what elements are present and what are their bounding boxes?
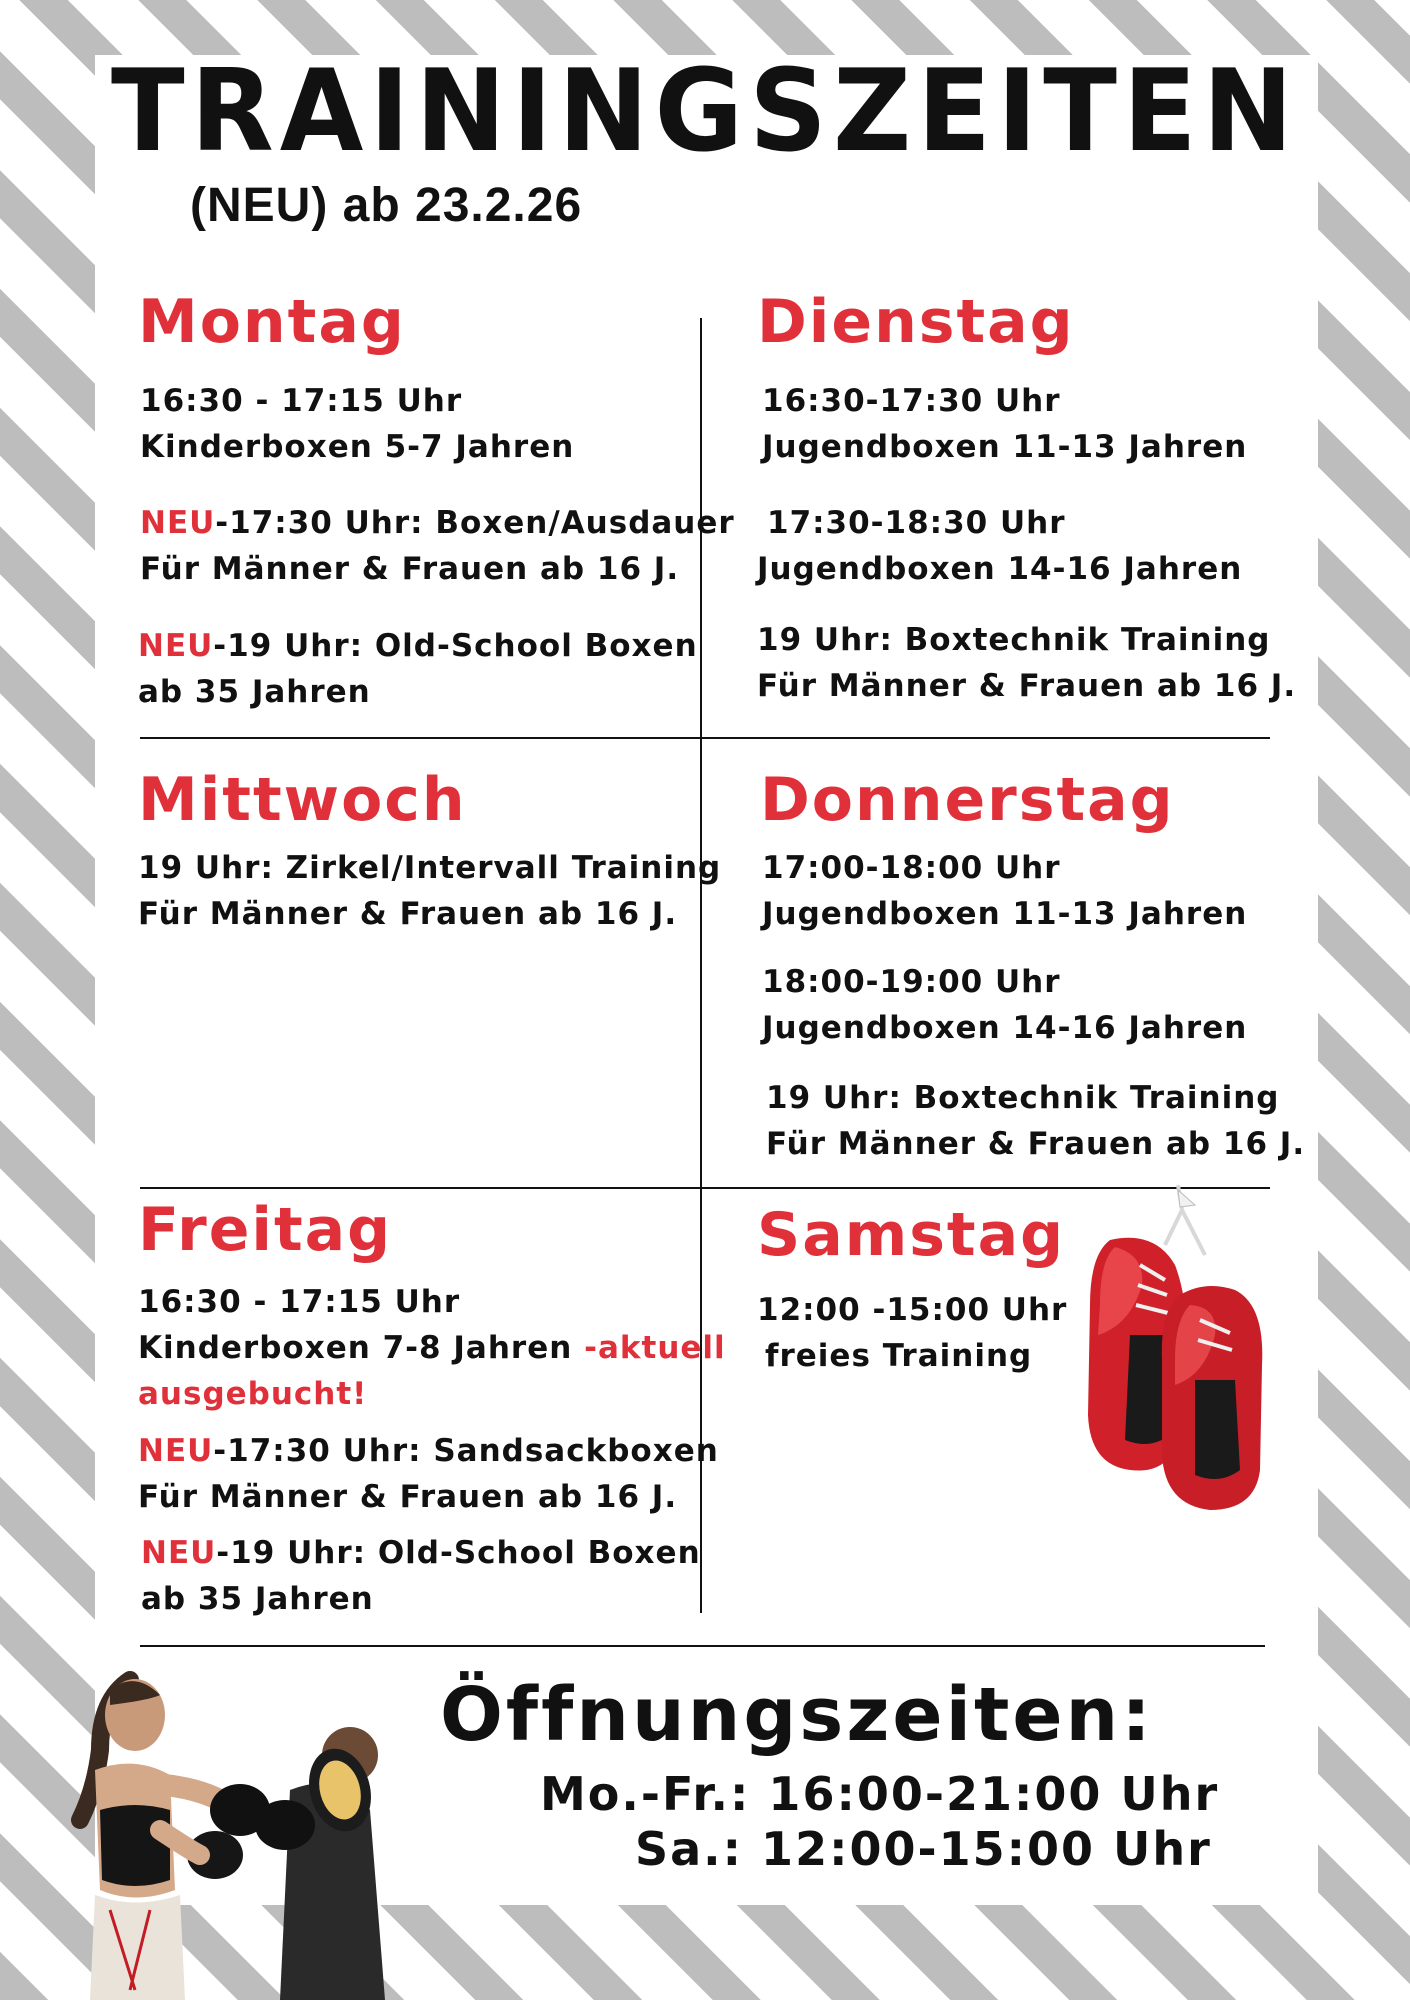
mittwoch-entry-1: 19 Uhr: Zirkel/Intervall Training Für Männer & Frauen ab 16 J.	[138, 850, 722, 932]
new-badge: NEU	[140, 505, 216, 541]
boxing-gloves-icon	[1070, 1185, 1270, 1520]
day-title-samstag: Samstag	[757, 1200, 1066, 1270]
montag-entry-1: 16:30 - 17:15 Uhr Kinderboxen 5-7 Jahren	[140, 383, 575, 465]
montag-entry-3: NEU-19 Uhr: Old-School Boxen ab 35 Jahren	[138, 628, 698, 710]
freitag-entry-3: NEU-19 Uhr: Old-School Boxen ab 35 Jahren	[141, 1535, 701, 1617]
dienstag-entry-2: 17:30-18:30 Uhr Jugendboxen 14-16 Jahren	[757, 505, 1243, 587]
donnerstag-entry-1: 17:00-18:00 Uhr Jugendboxen 11-13 Jahren	[762, 850, 1248, 932]
day-title-dienstag: Dienstag	[757, 287, 1075, 357]
samstag-entry-1: 12:00 -15:00 Uhr freies Training	[757, 1292, 1068, 1374]
day-title-freitag: Freitag	[138, 1195, 393, 1265]
donnerstag-entry-3: 19 Uhr: Boxtechnik Training Für Männer & Frauen ab 16 J.	[766, 1080, 1306, 1162]
freitag-entry-2: NEU-17:30 Uhr: Sandsackboxen Für Männer & Frauen ab 16 J.	[138, 1433, 719, 1515]
boxing-training-photo	[40, 1660, 440, 2000]
freitag-entry-1: 16:30 - 17:15 Uhr Kinderboxen 7-8 Jahren -aktuell ausgebucht!	[138, 1284, 726, 1412]
montag-entry-2: NEU-17:30 Uhr: Boxen/Ausdauer Für Männer & Frauen ab 16 J.	[140, 505, 735, 587]
new-badge: NEU	[138, 1433, 214, 1469]
dienstag-entry-3: 19 Uhr: Boxtechnik Training Für Männer & Frauen ab 16 J.	[757, 622, 1297, 704]
day-title-donnerstag: Donnerstag	[760, 765, 1175, 835]
page-subtitle: (NEU) ab 23.2.26	[190, 179, 583, 232]
dienstag-entry-1: 16:30-17:30 Uhr Jugendboxen 11-13 Jahren	[762, 383, 1248, 465]
opening-hours-weekdays: Mo.-Fr.: 16:00-21:00 Uhr	[540, 1767, 1220, 1821]
new-badge: NEU	[141, 1535, 217, 1571]
day-title-mittwoch: Mittwoch	[138, 765, 467, 835]
row-divider-3	[140, 1645, 1265, 1647]
opening-hours-saturday: Sa.: 12:00-15:00 Uhr	[635, 1822, 1212, 1876]
day-title-montag: Montag	[138, 287, 406, 357]
donnerstag-entry-2: 18:00-19:00 Uhr Jugendboxen 14-16 Jahren	[762, 964, 1248, 1046]
page-title: TRAININGSZEITEN	[110, 45, 1300, 178]
opening-hours-title: Öffnungszeiten:	[440, 1672, 1154, 1758]
new-badge: NEU	[138, 628, 214, 664]
row-divider-1	[140, 737, 1270, 739]
